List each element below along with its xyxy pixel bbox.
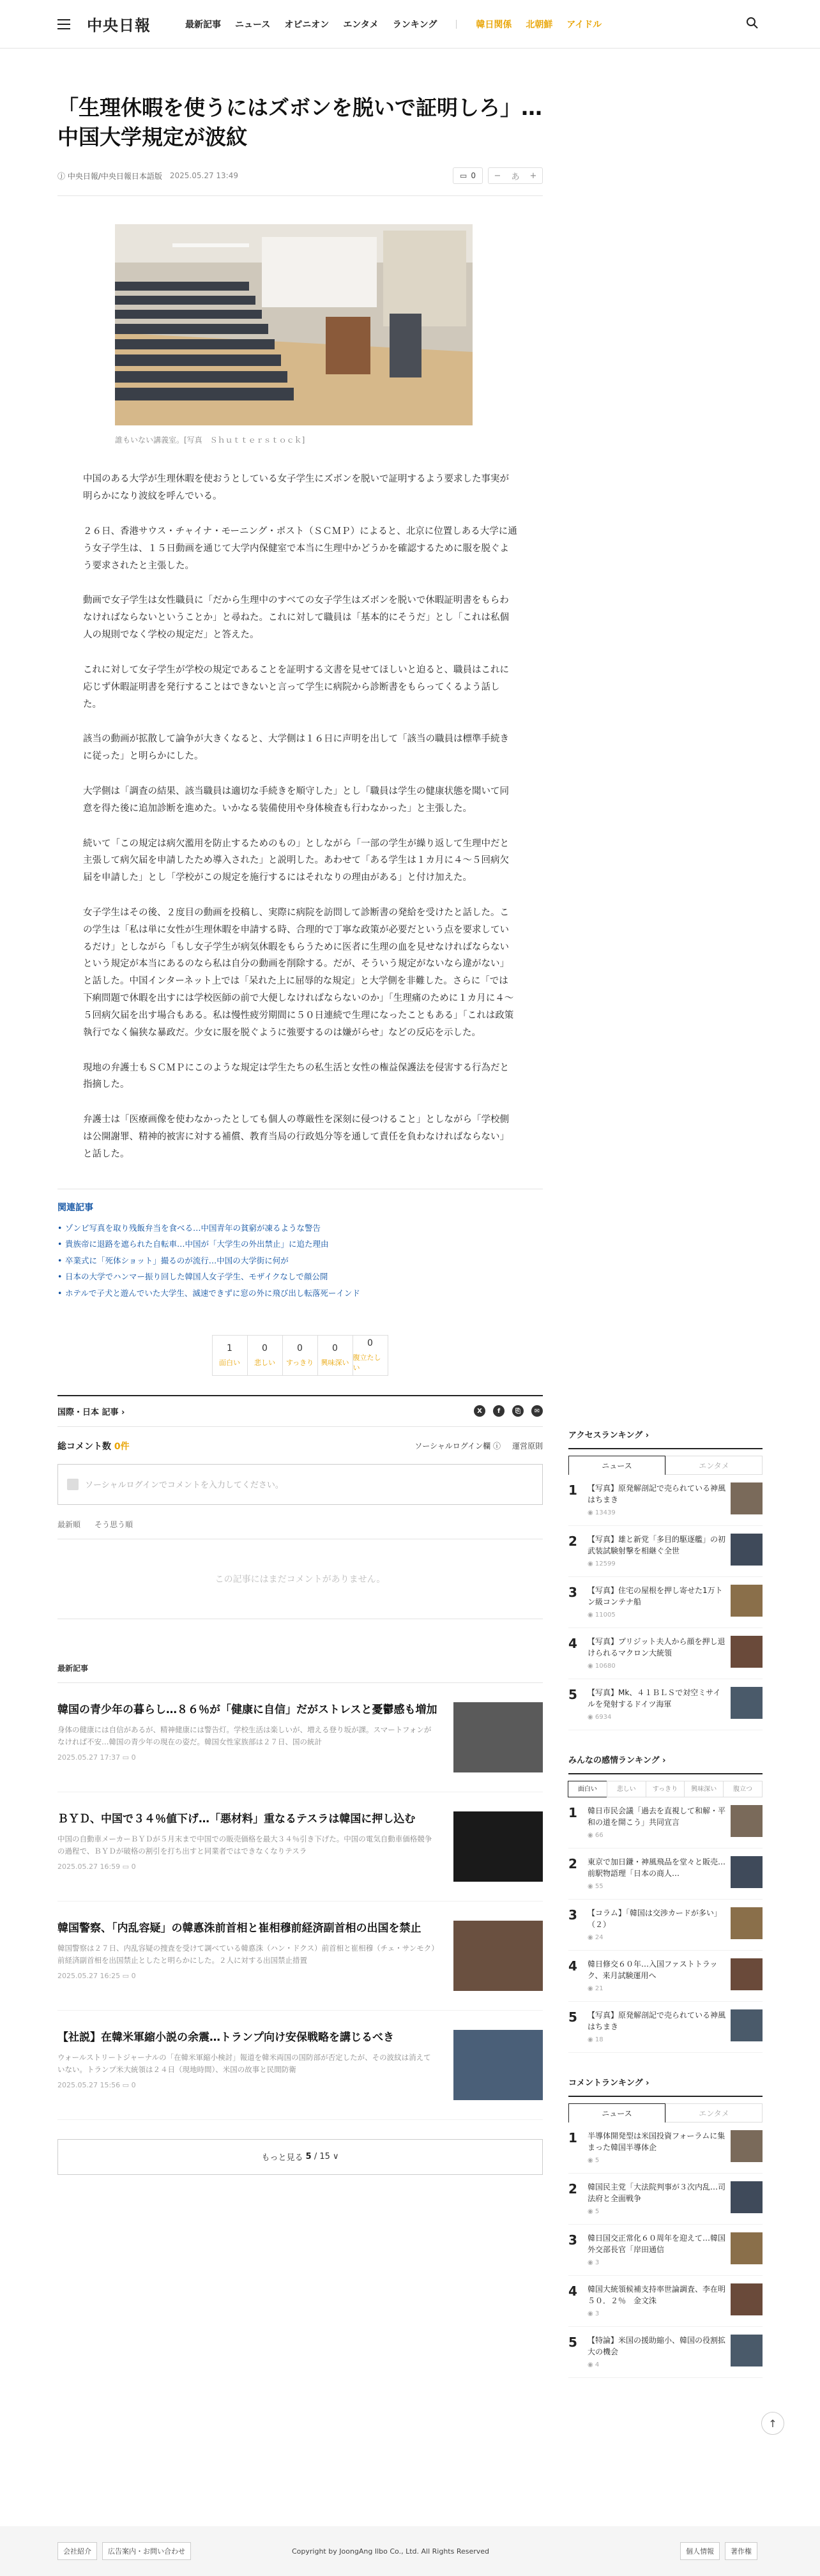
view-count: 55	[595, 1883, 604, 1890]
rank-number: 4	[568, 2283, 577, 2299]
latest-article-excerpt: ウォールストリートジャーナルの「在韓米軍縮小検討」報道を韓米両国の国防部が否定したが、その波紋は消えていない。トランプ米大統領は２４日（現地時間）、米国の故事と民間防衛	[57, 2053, 431, 2074]
rank-item[interactable]	[568, 2276, 763, 2327]
rank-number: 1	[568, 1482, 577, 1498]
latest-article-title[interactable]: 韓国の青少年の暮らし…８６％が「健康に自信」だがストレスと憂鬱感も増加	[57, 1703, 437, 1716]
article-body	[57, 471, 543, 1162]
article-meta	[57, 167, 543, 196]
view-count: 13439	[595, 1509, 616, 1516]
search-icon[interactable]	[746, 17, 759, 29]
rank-number: 2	[568, 2181, 577, 2197]
emotion-tabs	[568, 1781, 763, 1797]
rank-thumbnail	[731, 1482, 763, 1514]
mail-share-icon[interactable]: ✉	[531, 1405, 543, 1417]
latest-article-thumbnail	[453, 2030, 543, 2100]
article-paragraph: 該当の動画が拡散して論争が大きくなると、大学側は１６日に声明を出して「該当の職員は標準手続きに従った」と明らかにした。	[83, 734, 509, 762]
rank-item[interactable]	[568, 1797, 763, 1848]
more-button[interactable]	[57, 2139, 543, 2175]
rank-views	[588, 2360, 725, 2370]
more-total: / 15	[314, 2152, 330, 2162]
chevron-down-icon: ∨	[333, 2152, 339, 2162]
emotion-ranking-title[interactable]: みんなの感情ランキング ›	[568, 1753, 763, 1774]
latest-article-date: 2025.05.27 17:37	[57, 1753, 121, 1762]
rank-thumbnail	[731, 1636, 763, 1668]
comment-links	[414, 1440, 543, 1451]
article-paragraph: 女子学生はその後、２度目の動画を投稿し、実際に病院を訪問して診断書の発給を受けたと話した。この学生は「私は単に女性が生理休暇を申請する時、合理的で丁寧な政策が必要だという点を要求しているだけ」としながら「もし女子学生が病気休暇をもらうために医者に生理の血を見せなければならないという規定が本当にあるのなら私は自分の動画を削除する。だが、そういう規定がないなら違がない」と話した。中国インターネット上では「呆れた上に屈辱的な規定」と大学側を非難した。さらに「では下痢問題で休暇を出すには学校医師の前で大便しなければならないのか」「生理痛のために１カ月に４～５回病欠届を出す場合もある。私は慢性疲労期間に５０日連続で生理になったこともある」「これは政策執行でなく偏狭な暴政だ。少女に服を脱ぐように強要するのは嫌がらせ」などの反応を示した。	[83, 908, 514, 1038]
reaction-label: 面白い	[219, 1358, 240, 1367]
related-link[interactable]: • ゾンビ写真を取り残飯弁当を食べる…中国青年の貧窮が凍るような警告	[57, 1220, 543, 1237]
rank-item[interactable]	[568, 1848, 763, 1900]
sort-latest[interactable]: 最新順	[57, 1520, 81, 1529]
rank-thumbnail	[731, 1534, 763, 1566]
article-tools	[453, 167, 543, 184]
access-ranking-list	[568, 1475, 763, 1730]
rank-thumbnail	[731, 1687, 763, 1719]
eye-icon: ◉	[588, 2208, 595, 2215]
latest-article[interactable]	[57, 1683, 543, 1792]
font-size-control	[488, 167, 543, 184]
rank-text	[588, 1534, 725, 1569]
lecture-room-image	[115, 224, 473, 425]
reaction-angry[interactable]	[353, 1335, 388, 1376]
rank-text	[588, 2232, 725, 2267]
nav-news[interactable]: ニュース	[235, 19, 271, 30]
rank-views	[588, 1882, 725, 1891]
latest-article-thumbnail	[453, 1921, 543, 1991]
latest-article-date: 2025.05.27 16:25	[57, 1972, 121, 1981]
rank-views	[588, 2035, 725, 2045]
rank-item[interactable]	[568, 1679, 763, 1730]
footer-ad-link[interactable]: 広告案内・お問い合わせ	[102, 2542, 191, 2560]
article-source[interactable]: ⓙ 中央日報/中央日報日本語版	[57, 171, 162, 181]
reaction-label: 腹立たしい	[353, 1353, 381, 1372]
latest-article[interactable]	[57, 1792, 543, 1902]
reaction-label: 興味深い	[321, 1358, 349, 1367]
rank-text	[588, 1856, 725, 1891]
eye-icon: ◉	[588, 1883, 595, 1890]
scroll-top-button[interactable]: ↑	[761, 2412, 784, 2435]
reaction-buttons	[57, 1335, 543, 1376]
eye-icon: ◉	[588, 2310, 595, 2317]
x-share-icon[interactable]: X	[474, 1405, 485, 1417]
view-count: 21	[595, 1985, 604, 1992]
latest-article-meta	[57, 2081, 438, 2089]
comment-sort	[57, 1519, 543, 1539]
view-count: 4	[595, 2361, 600, 2368]
rank-title-text: 【写真】住宅の屋根を押し寄せた1万トン級コンテナ船	[588, 1586, 723, 1606]
rank-text	[588, 2335, 725, 2370]
footer-right	[680, 2542, 763, 2560]
rank-number: 4	[568, 1636, 577, 1651]
rank-number: 2	[568, 1856, 577, 1871]
rank-item[interactable]	[568, 1900, 763, 1951]
rank-title-text: 【写真】Mk、４１ＢＬＳで対空ミサイルを発射するドイツ海軍	[588, 1688, 721, 1709]
site-logo[interactable]: 中央日報	[87, 16, 151, 34]
related-link[interactable]: • 卒業式に「死体ショット」撮るのが流行…中国の大学街に何が	[57, 1253, 543, 1269]
article-paragraph: 弁護士は「医療画像を使わなかったとしても個人の尊厳性を深刻に侵つけること」としながら「学校側は公開謝罪、精神的被害に対する補償、教育当局の行政処分等を通して責任を負わなければならない」と話した。	[83, 1115, 509, 1159]
rank-thumbnail	[731, 1585, 763, 1617]
menu-icon[interactable]	[57, 19, 70, 29]
rank-title-text: 【写真】原発解剖記で売られている神風はちまき	[588, 1484, 726, 1504]
comment-total-count: 0件	[114, 1441, 130, 1452]
article	[57, 49, 543, 2175]
rank-views	[588, 1933, 725, 1942]
rank-views	[588, 2309, 725, 2319]
rank-thumbnail	[731, 1856, 763, 1888]
latest-article-thumbnail	[453, 1811, 543, 1882]
comment-count: 0	[471, 171, 476, 181]
share-icons	[474, 1405, 543, 1417]
rank-views	[588, 2156, 725, 2165]
rank-item[interactable]	[568, 2123, 763, 2174]
comment-icon: ▭ 0	[120, 1753, 136, 1762]
latest-article-excerpt: 身体の健康には自信があるが、精神健康には警告灯。学校生活は楽しいが、増える登り坂が課。スマートフォンがなければ不安…韓国の青少年の現在の姿だ。韓国女性家族部は２７日、国の統計	[57, 1725, 432, 1746]
nav-entertainment[interactable]: エンタメ	[343, 19, 379, 30]
latest-list	[57, 1683, 543, 2120]
eye-icon: ◉	[588, 1560, 595, 1567]
rank-item[interactable]	[568, 1628, 763, 1679]
rank-title-text: 韓日修交６０年…入国ファストトラック、来月試験運用へ	[588, 1960, 718, 1980]
rank-views	[588, 1831, 725, 1840]
rank-text	[588, 1636, 725, 1671]
view-count: 3	[595, 2259, 600, 2266]
rank-title-text: 東京で加日鎌・神風飛品を堂々と販売…前駅物語理「日本の商人…	[588, 1857, 726, 1878]
comments-header	[57, 1440, 543, 1452]
rank-text	[588, 1805, 725, 1840]
tab-comment-news[interactable]: ニュース	[568, 2103, 665, 2123]
view-count: 66	[595, 1832, 604, 1839]
latest-article[interactable]	[57, 1902, 543, 2011]
article-photo	[115, 224, 473, 425]
rank-text	[588, 1687, 725, 1722]
nav-opinion[interactable]: オピニオン	[284, 19, 330, 30]
nav-divider	[456, 20, 457, 29]
photo-caption: 誰もいない講義室。[写真 Ｓｈｕｔｔｅｒｓｔｏｃｋ]	[115, 436, 305, 445]
eye-icon: ◉	[588, 1832, 595, 1839]
rank-item[interactable]	[568, 2002, 763, 2053]
comment-icon: ▭	[460, 171, 467, 181]
latest-article-meta	[57, 1972, 438, 1980]
tab-emotion-refresh[interactable]: すっきり	[646, 1781, 685, 1797]
comment-ranking-title[interactable]: コメントランキング ›	[568, 2076, 763, 2097]
eye-icon: ◉	[588, 1714, 595, 1721]
view-count: 18	[595, 2036, 604, 2043]
access-tabs	[568, 1456, 763, 1475]
article-paragraph: これに対して女子学生が学校の規定であることを証明する文書を見せてほしいと迫ると、職員はこれに応じず休暇証明書を発行することはできないと言って学生に病院から診断書をもらってくるよう話した。	[83, 664, 509, 710]
view-count: 5	[595, 2157, 600, 2164]
rank-views	[588, 1610, 725, 1620]
article-date: 2025.05.27 13:49	[169, 171, 238, 181]
font-decrease-button[interactable]: −	[494, 171, 501, 181]
tab-entertainment[interactable]: エンタメ	[665, 1456, 763, 1475]
share-bar	[57, 1395, 543, 1427]
rank-views	[588, 2207, 725, 2216]
reaction-count: 0	[262, 1343, 268, 1353]
rank-number: 2	[568, 1534, 577, 1549]
eye-icon: ◉	[588, 1985, 595, 1992]
comment-ranking-list	[568, 2123, 763, 2378]
rank-thumbnail	[731, 1805, 763, 1837]
font-increase-button[interactable]: +	[529, 171, 537, 181]
main-nav	[185, 18, 602, 31]
reaction-interesting[interactable]	[317, 1335, 353, 1376]
article-paragraph: 現地の弁護士もＳＣＭＰにこのような規定は学生たちの私生活と女性の権益保護法を侵害する行為だと指摘した。	[83, 1062, 509, 1090]
rank-text	[588, 1585, 725, 1620]
rank-number: 5	[568, 1687, 577, 1702]
article-headline: 「生理休暇を使うにはズボンを脱いで証明しろ」…中国大学規定が波紋	[57, 95, 542, 150]
view-count: 11005	[595, 1612, 616, 1619]
footer	[0, 2526, 820, 2576]
reaction-refresh[interactable]	[282, 1335, 318, 1376]
sidebar	[568, 1428, 763, 2378]
rank-thumbnail	[731, 2232, 763, 2264]
rank-item[interactable]	[568, 1526, 763, 1577]
footer-privacy-link[interactable]: 個人情報	[680, 2542, 720, 2560]
article-paragraph: 大学側は「調査の結果、該当職員は適切な手続きを順守した」とし「職員は学生の健康状態を聞いて同意を得た後に追加診断を進めた。いかなる装備使用や身体検査も行わなかった」と主張した。	[83, 786, 509, 814]
reaction-count: 0	[332, 1343, 338, 1353]
comment-tabs	[568, 2103, 763, 2123]
comment-icon: ▭ 0	[120, 1863, 136, 1871]
rank-text	[588, 2009, 725, 2045]
latest-article-thumbnail	[453, 1702, 543, 1772]
rank-number: 4	[568, 1958, 577, 1974]
rank-item[interactable]	[568, 2174, 763, 2225]
page-container	[57, 49, 763, 2368]
nav-korea-japan[interactable]: 韓日関係	[476, 19, 512, 30]
top-header	[0, 0, 820, 49]
reaction-count: 0	[367, 1338, 373, 1348]
access-ranking-title[interactable]: アクセスランキング ›	[568, 1428, 763, 1449]
social-login-link[interactable]: ソーシャルログイン欄 ⓘ	[414, 1442, 501, 1451]
footer-company-link[interactable]: 会社紹介	[57, 2542, 97, 2560]
rank-number: 3	[568, 1585, 577, 1600]
view-count: 6934	[595, 1714, 612, 1721]
rank-text	[588, 1958, 725, 1993]
facebook-icon	[67, 1479, 79, 1490]
related-articles	[57, 1189, 543, 1302]
comment-placeholder: ソーシャルログインでコメントを入力してください。	[85, 1481, 284, 1491]
latest-article-title[interactable]: 【社説】在韓米軍縮小説の余震…トランプ向け安保戦略を講じるべき	[57, 2031, 394, 2044]
tab-emotion-sad[interactable]: 悲しい	[607, 1781, 646, 1797]
eye-icon: ◉	[588, 1934, 595, 1941]
tab-news[interactable]: ニュース	[568, 1456, 665, 1475]
more-page: 5	[305, 2152, 312, 2162]
latest-article-date: 2025.05.27 15:56	[57, 2081, 121, 2090]
article-paragraph: 続いて「この規定は病欠濫用を防止するためのもの」としながら「一部の学生が繰り返して生理中だと主張して病欠届を申請したため導入された」と説明した。あわせて「ある学生は１カ月に４～５回病欠届を申請した」とし「学校がこの規定を施行するにはそれなりの理由がある」と付け加えた。	[83, 838, 509, 883]
rank-thumbnail	[731, 2130, 763, 2162]
rank-title-text: 【写真】プリジット夫人から顔を押し退けられるマクロン大統領	[588, 1637, 725, 1658]
rank-item[interactable]	[568, 2225, 763, 2276]
comment-input[interactable]	[57, 1464, 543, 1505]
rank-title-text: 半導体開発型は米国投資フォーラムに集まった韓国半導体企	[588, 2131, 725, 2152]
rank-number: 5	[568, 2335, 577, 2350]
reaction-label: 悲しい	[254, 1358, 275, 1367]
rank-views	[588, 1661, 725, 1671]
rank-number: 3	[568, 1907, 577, 1923]
rank-text	[588, 1907, 725, 1942]
footer-copyright-link[interactable]: 著作権	[725, 2542, 757, 2560]
rank-title-text: 【写真】雄と新党「多目的駆逐艦」の初武装試験射撃を相継ぐ全世	[588, 1535, 726, 1555]
rank-views	[588, 1559, 725, 1569]
reaction-funny[interactable]	[212, 1335, 248, 1376]
tab-emotion-interesting[interactable]: 興味深い	[684, 1781, 724, 1797]
eye-icon: ◉	[588, 1612, 595, 1619]
comment-count-button[interactable]	[453, 167, 483, 184]
source-label: 中央日報/中央日報日本語版	[67, 171, 162, 181]
latest-article-title[interactable]: 韓国警察、「内乱容疑」の韓悳洙前首相と崔相穆前経済副首相の出国を禁止	[57, 1921, 421, 1935]
rank-thumbnail	[731, 1907, 763, 1939]
reaction-count: 0	[297, 1343, 303, 1353]
nav-ranking[interactable]: ランキング	[392, 19, 437, 30]
latest-article-date: 2025.05.27 16:59	[57, 1863, 121, 1871]
rank-thumbnail	[731, 2009, 763, 2041]
category-link[interactable]: 国際・日本 記事 ›	[57, 1407, 125, 1417]
rank-item[interactable]	[568, 1951, 763, 2002]
comment-icon: ▭ 0	[120, 2081, 136, 2090]
footer-copyright: Copyright by JoongAng Ilbo Co., Ltd. All Rights Reserved	[292, 2547, 490, 2556]
related-link[interactable]: • 日本の大学でハンマー振り回した韓国人女子学生、モザイクなしで顔公開	[57, 1269, 543, 1285]
latest-article-title[interactable]: ＢＹＤ、中国で３４％値下げ…「悪材料」重なるテスラは韓国に押し込む	[57, 1812, 416, 1825]
view-count: 24	[595, 1934, 604, 1941]
rank-thumbnail	[731, 2283, 763, 2315]
rank-title-text: 韓国大統領候補支持率世論調査、李在明５０．２％ 金文洙	[588, 2285, 726, 2305]
rank-text	[588, 2130, 725, 2165]
facebook-share-icon[interactable]: f	[493, 1405, 505, 1417]
rank-views	[588, 1984, 725, 1993]
rank-title-text: 【特論】米国の援助縮小、韓国の役割拡大の機会	[588, 2336, 726, 2356]
article-paragraph: ２６日、香港サウス・チャイナ・モーニング・ポスト（ＳＣＭＰ）によると、北京に位置しある大学に通う女子学生は、１５日動画を通じて大学内保健室で本当に生理中かどうかを確認するために服を脱ぐよう要求されたと主張した。	[83, 526, 517, 571]
sort-likes[interactable]: そう思う順	[95, 1520, 133, 1529]
comment-icon: ▭ 0	[120, 1972, 136, 1981]
rank-item[interactable]	[568, 2327, 763, 2378]
emotion-ranking-list	[568, 1797, 763, 2053]
view-count: 10680	[595, 1663, 616, 1670]
latest-article-excerpt: 中国の自動車メーカーＢＹＤが５月末まで中国での販売価格を最大３４％引き下げた。中国の電気自動車価格競争の過程で、ＢＹＤが破格の割引を打ち出すと同業者ではできなくなりテスラ	[57, 1834, 432, 1856]
nav-latest[interactable]: 最新記事	[185, 19, 221, 30]
reaction-label: すっきり	[285, 1358, 314, 1367]
more-label: もっと見る	[261, 2153, 303, 2163]
rank-text	[588, 2283, 725, 2319]
rank-item[interactable]	[568, 1577, 763, 1628]
no-comments-message: この記事にはまだコメントがありません。	[57, 1539, 543, 1619]
related-title: 関連記事	[57, 1202, 93, 1213]
tab-comment-entertainment[interactable]: エンタメ	[665, 2103, 763, 2123]
rank-views	[588, 1508, 725, 1518]
tab-emotion-angry[interactable]: 腹立つ	[723, 1781, 763, 1797]
policy-link[interactable]: 運営原則	[512, 1442, 543, 1451]
comment-total-label: 総コメント数	[57, 1441, 111, 1452]
rank-text	[588, 2181, 725, 2216]
related-link[interactable]: • 貴族帝に退路を遮られた自転車…中国が「大学生の外出禁止」に追た理由	[57, 1236, 543, 1253]
rank-number: 1	[568, 1805, 577, 1820]
rank-title-text: 韓日市民会議「過去を直視して和解・平和の道を開こう」共同宣言	[588, 1806, 726, 1827]
nav-north-korea[interactable]: 北朝鮮	[526, 19, 553, 30]
rank-item[interactable]	[568, 1475, 763, 1526]
link-copy-icon[interactable]: ⎘	[512, 1405, 524, 1417]
latest-article-excerpt: 韓国警察は２７日、内乱容疑の捜査を受けて調べている韓悳洙（ハン・ドクス）前首相と崔相穆（チェ・サンモク）前経済副首相を出国禁止としたと明らかにした。２人に対する出国禁止措置	[57, 1944, 435, 1965]
rank-thumbnail	[731, 1958, 763, 1990]
eye-icon: ◉	[588, 2361, 595, 2368]
view-count: 3	[595, 2310, 600, 2317]
rank-number: 3	[568, 2232, 577, 2248]
latest-article-text	[57, 1811, 453, 1882]
rank-number: 1	[568, 2130, 577, 2145]
eye-icon: ◉	[588, 2036, 595, 2043]
eye-icon: ◉	[588, 2157, 595, 2164]
article-paragraph: 動画で女子学生は女性職員に「だから生理中のすべての女子学生はズボンを脱いで休暇証明書をもらわなければならないということか」と尋ねた。これに対して職員は「基本的にそうだ」とし「これは私個人の規則でなく学校の規定だ」と答えた。	[83, 595, 509, 641]
eye-icon: ◉	[588, 1663, 595, 1670]
latest-article-meta	[57, 1753, 438, 1762]
rank-thumbnail	[731, 2335, 763, 2366]
latest-article-text	[57, 1702, 453, 1772]
related-link[interactable]: • ホテルで子犬と遊んでいた大学生、滅速できずに窓の外に飛び出し転落死ーインド	[57, 1285, 543, 1302]
reaction-count: 1	[227, 1343, 232, 1353]
latest-title: 最新記事	[57, 1663, 543, 1683]
eye-icon: ◉	[588, 2259, 595, 2266]
rank-title-text: 韓国民主党「大法院判事が３次内乱…司法府と全面戦争	[588, 2183, 726, 2203]
eye-icon: ◉	[588, 1509, 595, 1516]
font-size-label: あ	[511, 172, 520, 182]
reaction-sad[interactable]	[247, 1335, 283, 1376]
nav-idol[interactable]: アイドル	[566, 19, 602, 30]
view-count: 12599	[595, 1560, 616, 1567]
rank-text	[588, 1482, 725, 1518]
rank-title-text: 韓日国交正常化６０周年を迎えて…韓国外交部長官「岸田通信	[588, 2234, 726, 2254]
view-count: 5	[595, 2208, 600, 2215]
latest-article-text	[57, 2030, 453, 2100]
rank-title-text: 【コラム】「韓国は交渉カードが多い」（２）	[588, 1909, 722, 1929]
tab-emotion-funny[interactable]: 面白い	[568, 1781, 607, 1797]
rank-number: 5	[568, 2009, 577, 2025]
latest-article-meta	[57, 1863, 438, 1871]
rank-thumbnail	[731, 2181, 763, 2213]
article-paragraph: 中国のある大学が生理休暇を使おうとしている女子学生にズボンを脱いで証明するよう要求した事実が明らかになり波紋を呼んでいる。	[83, 474, 509, 502]
rank-views	[588, 2258, 725, 2267]
latest-article[interactable]	[57, 2011, 543, 2120]
rank-title-text: 【写真】原発解剖記で売られている神風はちまき	[588, 2011, 726, 2031]
rank-views	[588, 1712, 725, 1722]
latest-article-text	[57, 1921, 453, 1991]
